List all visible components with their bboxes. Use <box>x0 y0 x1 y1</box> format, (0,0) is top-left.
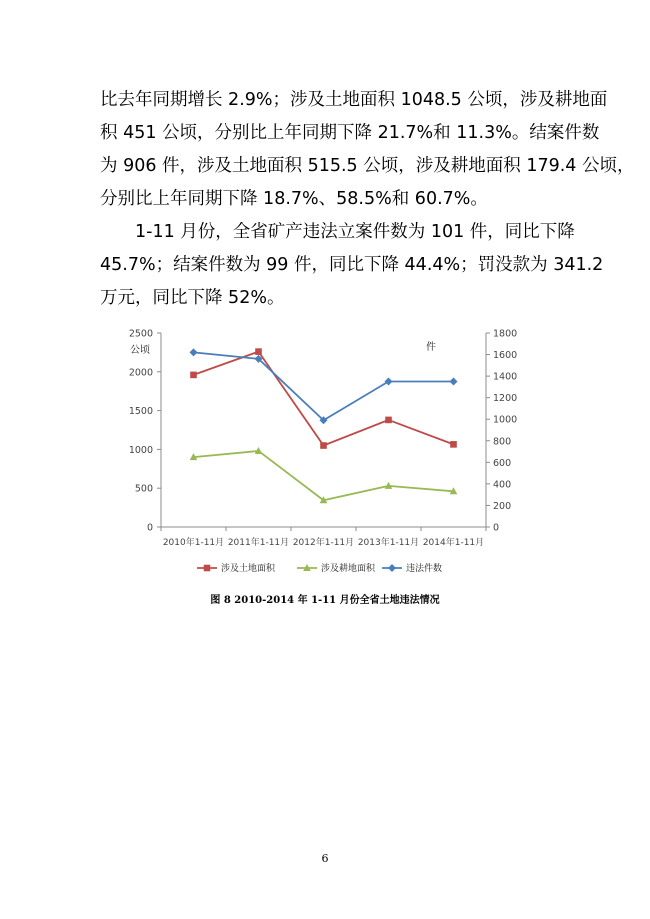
text-line: 万元，同比下降 52%。 <box>100 288 285 308</box>
diamond-marker <box>190 348 198 356</box>
text-line: 1-11 月份，全省矿产违法立案件数为 101 件，同比下降 <box>135 222 575 242</box>
x-tick-label: 2013年1-11月 <box>357 538 420 548</box>
series-line <box>194 451 454 500</box>
left-tick-label: 0 <box>146 522 153 534</box>
left-tick-label: 1000 <box>128 444 153 456</box>
left-axis-label: 公顷 <box>130 345 150 356</box>
series-line <box>194 352 454 420</box>
legend-label: 涉及耕地面积 <box>321 564 376 574</box>
square-marker <box>190 372 197 379</box>
x-tick-label: 2014年1-11月 <box>422 538 485 548</box>
square-marker <box>204 565 211 572</box>
right-tick-label: 1600 <box>493 350 518 362</box>
text-line: 比去年同期增长 2.9%；涉及土地面积 1048.5 公顷，涉及耕地面 <box>100 90 608 110</box>
right-tick-label: 1400 <box>493 371 518 383</box>
left-tick-label: 1500 <box>128 406 153 418</box>
legend-label: 涉及土地面积 <box>221 564 276 574</box>
paragraph-2 <box>100 216 604 315</box>
left-tick-label: 2000 <box>128 367 153 379</box>
square-marker <box>450 441 457 448</box>
legend-label: 违法件数 <box>406 564 443 574</box>
text-line: 积 451 公顷，分别比上年同期下降 21.7%和 11.3%。结案件数 <box>100 123 600 143</box>
chart-legend <box>197 562 442 574</box>
land-violation-chart <box>117 324 537 582</box>
left-tick-label: 2500 <box>128 328 153 340</box>
right-tick-label: 800 <box>493 436 512 448</box>
x-tick-label: 2010年1-11月 <box>162 538 225 548</box>
square-marker <box>255 348 262 355</box>
square-marker <box>320 442 327 449</box>
x-tick-label: 2012年1-11月 <box>292 538 355 548</box>
x-tick-label: 2011年1-11月 <box>227 538 290 548</box>
right-axis-label: 件 <box>426 342 436 353</box>
right-tick-label: 1800 <box>493 328 518 340</box>
right-tick-label: 1000 <box>493 414 518 426</box>
right-tick-label: 200 <box>493 500 512 512</box>
text-line: 45.7%；结案件数为 99 件，同比下降 44.4%；罚没款为 341.2 <box>100 255 604 275</box>
diamond-marker <box>388 564 396 572</box>
square-marker <box>385 417 392 424</box>
series-line <box>194 352 454 446</box>
diamond-marker <box>385 378 393 386</box>
text-line: 为 906 件，涉及土地面积 515.5 公顷，涉及耕地面积 179.4 公顷， <box>100 156 635 176</box>
right-tick-label: 600 <box>493 457 512 469</box>
figure-caption: 图 8 2010-2014 年 1-11 月份全省土地违法情况 <box>210 595 440 606</box>
right-tick-label: 400 <box>493 479 512 491</box>
right-tick-label: 1200 <box>493 393 518 405</box>
right-tick-label: 0 <box>493 522 500 534</box>
left-tick-label: 500 <box>134 483 153 495</box>
page-number: 6 <box>321 852 329 865</box>
diamond-marker <box>450 378 458 386</box>
chart-series <box>190 348 458 503</box>
chart-axes <box>129 329 517 549</box>
paragraph-1 <box>100 84 635 216</box>
text-line: 分别比上年同期下降 18.7%、58.5%和 60.7%。 <box>100 189 488 209</box>
